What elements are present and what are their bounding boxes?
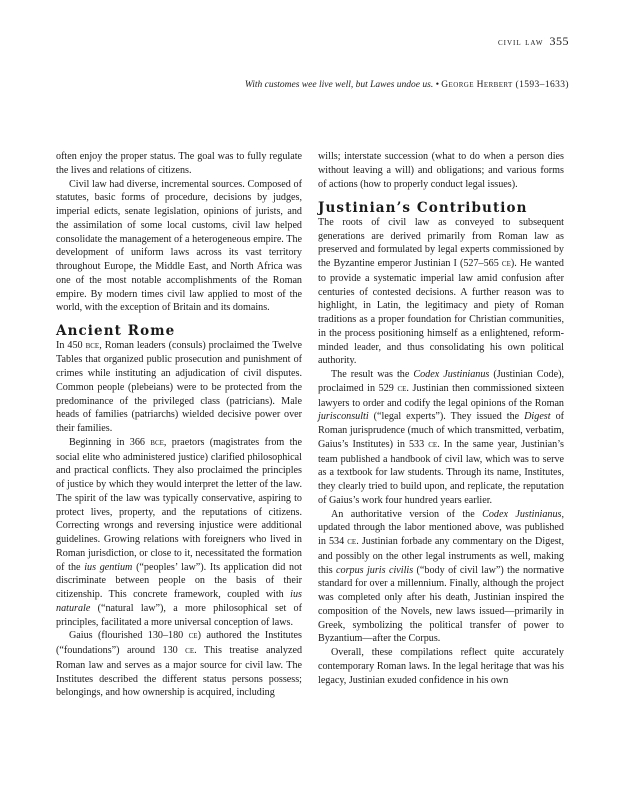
left-column: [56, 150, 302, 700]
heading-justinians-contribution: Justinian’s Contribution: [318, 200, 528, 217]
epigraph-quote: With customes wee live well, but Lawes undoe us.: [244, 80, 434, 90]
title-digest: Digest: [524, 411, 551, 423]
paragraph-twelve-tables: In 450 bce, Roman leaders (consuls) proclaimed the Twelve Tables that organized public prosecution and punishment of crimes while instituting an adjudication of civil disputes. Common people (plebeians) were to be protected from the predominance of the privileged class (patricians). Male heads of families (patriarchs) wielded decisive power over their families.: [56, 339, 302, 434]
title-codex-justinianus: Codex Justinianus: [413, 369, 490, 380]
term-ius-gentium: ius gentium: [84, 561, 133, 573]
paragraph-status-continuation: often enjoy the proper status. The goal was to fully regulate the lives and relations of citizens.: [56, 151, 302, 176]
paragraph-gaius: Gaius (flourished 130–180 ce) authored the Institutes (“foundations”) around 130 ce. This treatise analyzed Roman law and serves as a major source for civil law. The Institutes described the different status persons possess; belongings, and how ownership is acquired, including: [56, 630, 303, 699]
paragraph-overall: Overall, these compilations reflect quite accurately contemporary Roman laws. In the legal heritage that was his legacy, Justinian exuded confidence in his own: [318, 647, 564, 686]
paragraph-authoritative-version: An authoritative version of the Codex Justinianus, updated through the labor mentioned above, was published in 534 ce. Justinian forbade any commentary on the Digest, and possibly on the other legal instruments as well, making this corpus juris civilis (“body of civil law”) the normative standard for over a millennium. Finally, although the project was completed only after his death, Justinian inspired the composition of the Novels, new laws issued—primarily in Greek, symbolizing the political transfer of power to Byzantium—after the Corpus.: [318, 508, 565, 645]
page-number: 355: [549, 34, 569, 48]
era-label: bce: [85, 340, 100, 351]
paragraph-wills-continuation: wills; interstate succession (what to do when a person dies without leaving a will) and obligations; and various forms of actions (how to properly conduct legal issues).: [318, 151, 564, 190]
era-label: ce: [397, 383, 407, 394]
running-head: [498, 34, 569, 49]
era-label: bce: [150, 437, 164, 448]
heading-ancient-rome: Ancient Rome: [56, 323, 176, 339]
paragraph-civil-law-sources: Civil law had diverse, incremental sources. Composed of statutes, basic forms of procedure, decisions by judges, imperial edicts, senate legislation, opinions of jurists, and the assimilation of some local customs, civil law helped consolidate the management of a heterogeneous empire. The development of uniform laws across its vast territory throughout Europe, the Middle East, and North Africa was one of the most notable accomplishments of the Roman empire. By modern times civil law applied to most of the world, with the exception of Britain and its domains.: [56, 178, 302, 314]
epigraph: [99, 80, 569, 90]
epigraph-author: George Herbert (1593–1633): [441, 80, 569, 90]
era-label: ce: [188, 631, 198, 642]
right-column: [318, 150, 564, 687]
era-label: ce: [347, 537, 357, 547]
epigraph-separator: •: [435, 80, 439, 90]
term-corpus-juris-civilis: corpus juris civilis: [336, 564, 414, 576]
era-label: ce: [428, 439, 438, 450]
term-ius-naturale: ius naturale: [56, 589, 302, 614]
paragraph-praetors: Beginning in 366 bce, praetors (magistrates from the social elite who administered justice) clarified philosophical and practical conflicts. They also proclaimed the principles of justice by which they would interpret the letter of the law. The spirit of the law was typically conservative, aspiring to protect lives, property, and the reputations of citizens. Correcting wrongs and reversing injustice were additional guidelines. Growing relations with foreigners who lived in Roman jurisdiction, or close to it, necessitated the formation of the ius gentium (“peoples’ law”). Its application did not discriminate between people on the basis of their citizenship. This concrete framework, coupled with ius naturale (“natural law”), a more philosophical set of principles, facilitated a more universal conception of laws.: [56, 436, 302, 628]
paragraph-roots-of-civil-law: The roots of civil law as conveyed to subsequent generations are derived primarily from Roman law as preserved and formulated by legal experts commissioned by the Byzantine emperor Justinian I (527–565 ce). He wanted to provide a systematic imperial law amid confusion after centuries of contested decisions. A further reason was to highlight, in Latin, the legitimacy and piety of Roman traditions as a proper foundation for Christian communities, in the process positioning himself as a enlightened, reform-minded leader, and thus consolidating his own political authority.: [318, 216, 564, 367]
era-label: ce: [185, 646, 195, 656]
title-codex-justinianus: Codex Justinianus: [482, 508, 562, 520]
running-head-section: civil law: [497, 37, 544, 48]
term-jurisconsulti: jurisconsulti: [318, 411, 369, 423]
paragraph-codex-result: The result was the Codex Justinianus (Justinian Code), proclaimed in 529 ce. Justinian then commissioned sixteen lawyers to order and codify the legal opinions of the Roman jurisconsulti (“legal experts”). They issued the Digest of Roman jurisprudence (much of which transmitted, verbatim, Gaius’s Institutes) in 533 ce. In the same year, Justinian’s team published a handbook of civil law, which was to serve as a textbook for law students. Through its name, Institutes, they clearly tried to build upon, and replicate, the reputation of Gaius’s work four hundred years earlier.: [318, 369, 565, 506]
era-label: ce: [501, 259, 511, 269]
